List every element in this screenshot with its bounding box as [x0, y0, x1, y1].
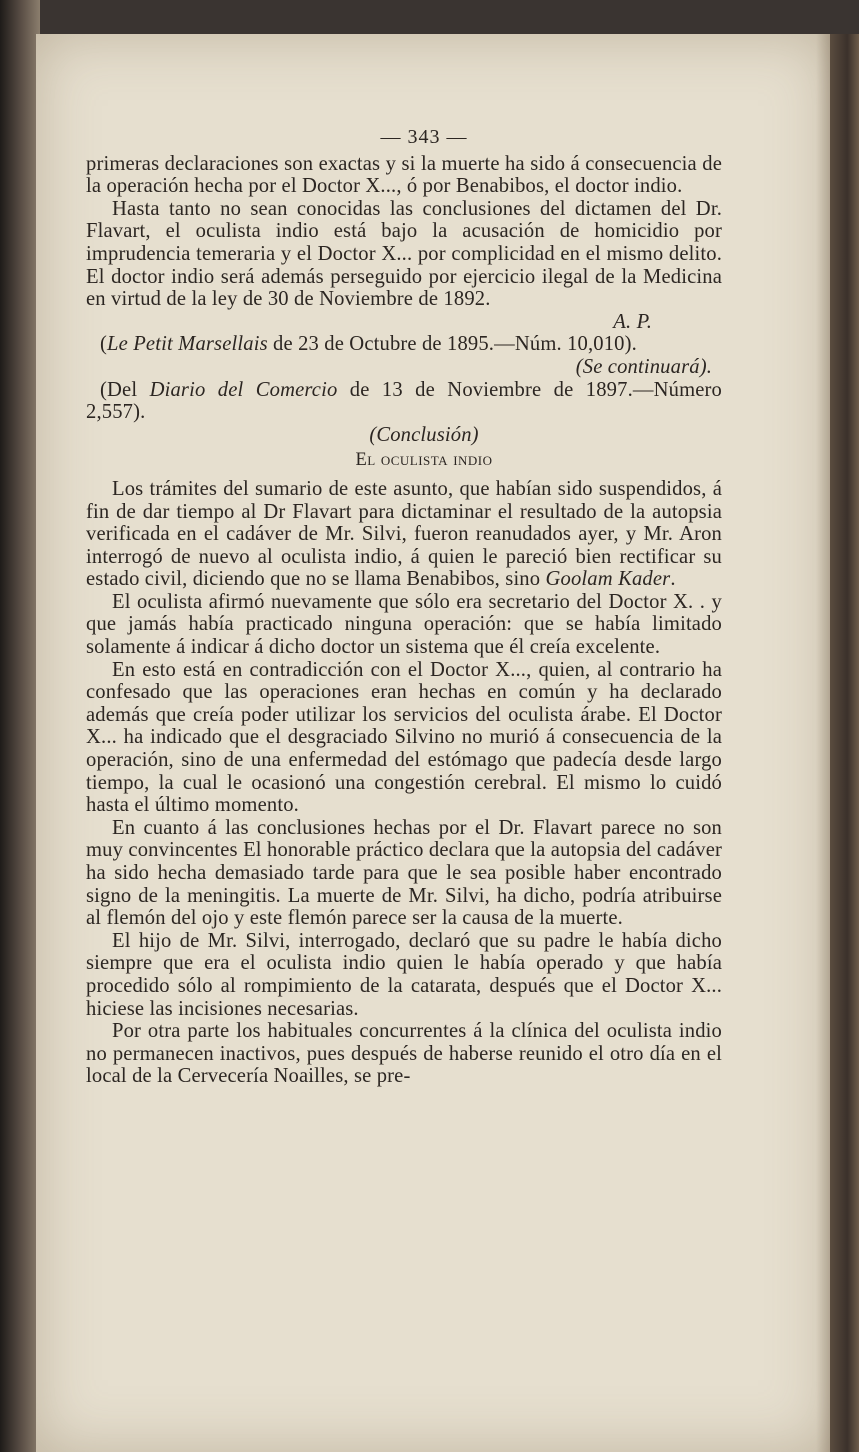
previous-page-edge — [0, 0, 40, 1452]
paragraph: En esto está en contradicción con el Doctor X..., quien, al contrario ha confesado que las operaciones eran hechas en común y ha declarado además que creía poder utilizar los servicios del oculista árabe. El Doctor X... ha indicado que el desgraciado Silvino no murió á consecuencia de la operación, sino de una enfermedad del estómago que padecía desde largo tiempo, la cual le ocasionó una congestión cerebral. El mismo lo cuidó hasta el último momento. — [86, 658, 722, 817]
conclusion-heading — [86, 424, 722, 447]
page-text — [86, 126, 722, 1088]
person-name: Goolam Kader — [545, 568, 671, 591]
source-details: de 13 de Noviembre de 1897.—Número 2,557). — [86, 378, 722, 424]
continued-text: (Se continuará). — [575, 355, 712, 378]
paragraph-continued: primeras declaraciones son exactas y si la muerte ha sido á consecuencia de la operación hecha por el Doctor X..., ó por Benabibos, el doctor indio. — [86, 152, 722, 198]
page-number: — 343 — — [380, 126, 468, 148]
paragraph: Hasta tanto no sean conocidas las conclusiones del dictamen del Dr. Flavart, el oculista indio está bajo la acusación de homicidio por imprudencia temeraria y el Doctor X... por complicidad en el mismo delito. El doctor indio será además perseguido por ejercicio ilegal de la Medicina en virtud de la ley de 30 de Noviembre de 1892. — [86, 197, 722, 311]
paragraph: En cuanto á las conclusiones hechas por el Dr. Flavart parece no son muy convincentes El honorable práctico declara que la autopsia del cadáver ha sido hecha demasiado tarde para que le sea posible haber encontrado signo de la meningitis. La muerte de Mr. Silvi, ha dicho, podría atribuirse al flemón del ojo y este flemón parece ser la causa de la muerte. — [86, 816, 722, 930]
continued-note — [86, 356, 722, 379]
source-details: de 23 de Octubre de 1895.—Núm. 10,010). — [267, 333, 637, 356]
page-edge-shadow — [830, 34, 859, 1452]
paragraph — [86, 478, 722, 591]
source-citation — [86, 379, 722, 424]
paragraph: El hijo de Mr. Silvi, interrogado, declaró que su padre le había dicho siempre que era el oculista indio quien le había operado y que había procedido sólo al rompimiento de la catarata, después que el Doctor X... hiciese las incisiones necesarias. — [86, 929, 722, 1020]
paragraph-end: . — [670, 568, 676, 591]
newspaper-title: Diario del Comercio — [149, 378, 338, 401]
conclusion-text: (Conclusión) — [369, 423, 479, 446]
section-title: El oculista indio — [355, 450, 493, 471]
paragraph: Por otra parte los habituales concurrentes á la clínica del oculista indio no permanecen inactivos, pues después de haberse reunido el otro día en el local de la Cervecería Noailles, se pre- — [86, 1020, 722, 1088]
newspaper-title: Le Petit Marsellais — [107, 333, 268, 356]
paragraph-text: Los trámites del sumario de este asunto, que habían sido suspendidos, á fin de dar tiempo al Dr Flavart para dictaminar el resultado de la autopsia verificada en el cadáver de Mr. Silvi, fueron reanudados ayer, y Mr. Aron interrogó de nuevo al oculista indio, á quien le pareció bien rectificar su estado civil, diciendo que no se llama Benabibos, sino — [86, 477, 722, 591]
source-citation — [86, 333, 722, 356]
paragraph: El oculista afirmó nuevamente que sólo era secretario del Doctor X. . y que jamás había practicado ninguna operación: que se había limitado solamente á indicar á dicho doctor un sistema que él creía excelente. — [86, 590, 722, 659]
source-open: ( — [100, 333, 108, 356]
book-page — [36, 34, 830, 1452]
author-initials: A. P. — [613, 310, 652, 333]
source-open: (Del — [100, 378, 150, 401]
